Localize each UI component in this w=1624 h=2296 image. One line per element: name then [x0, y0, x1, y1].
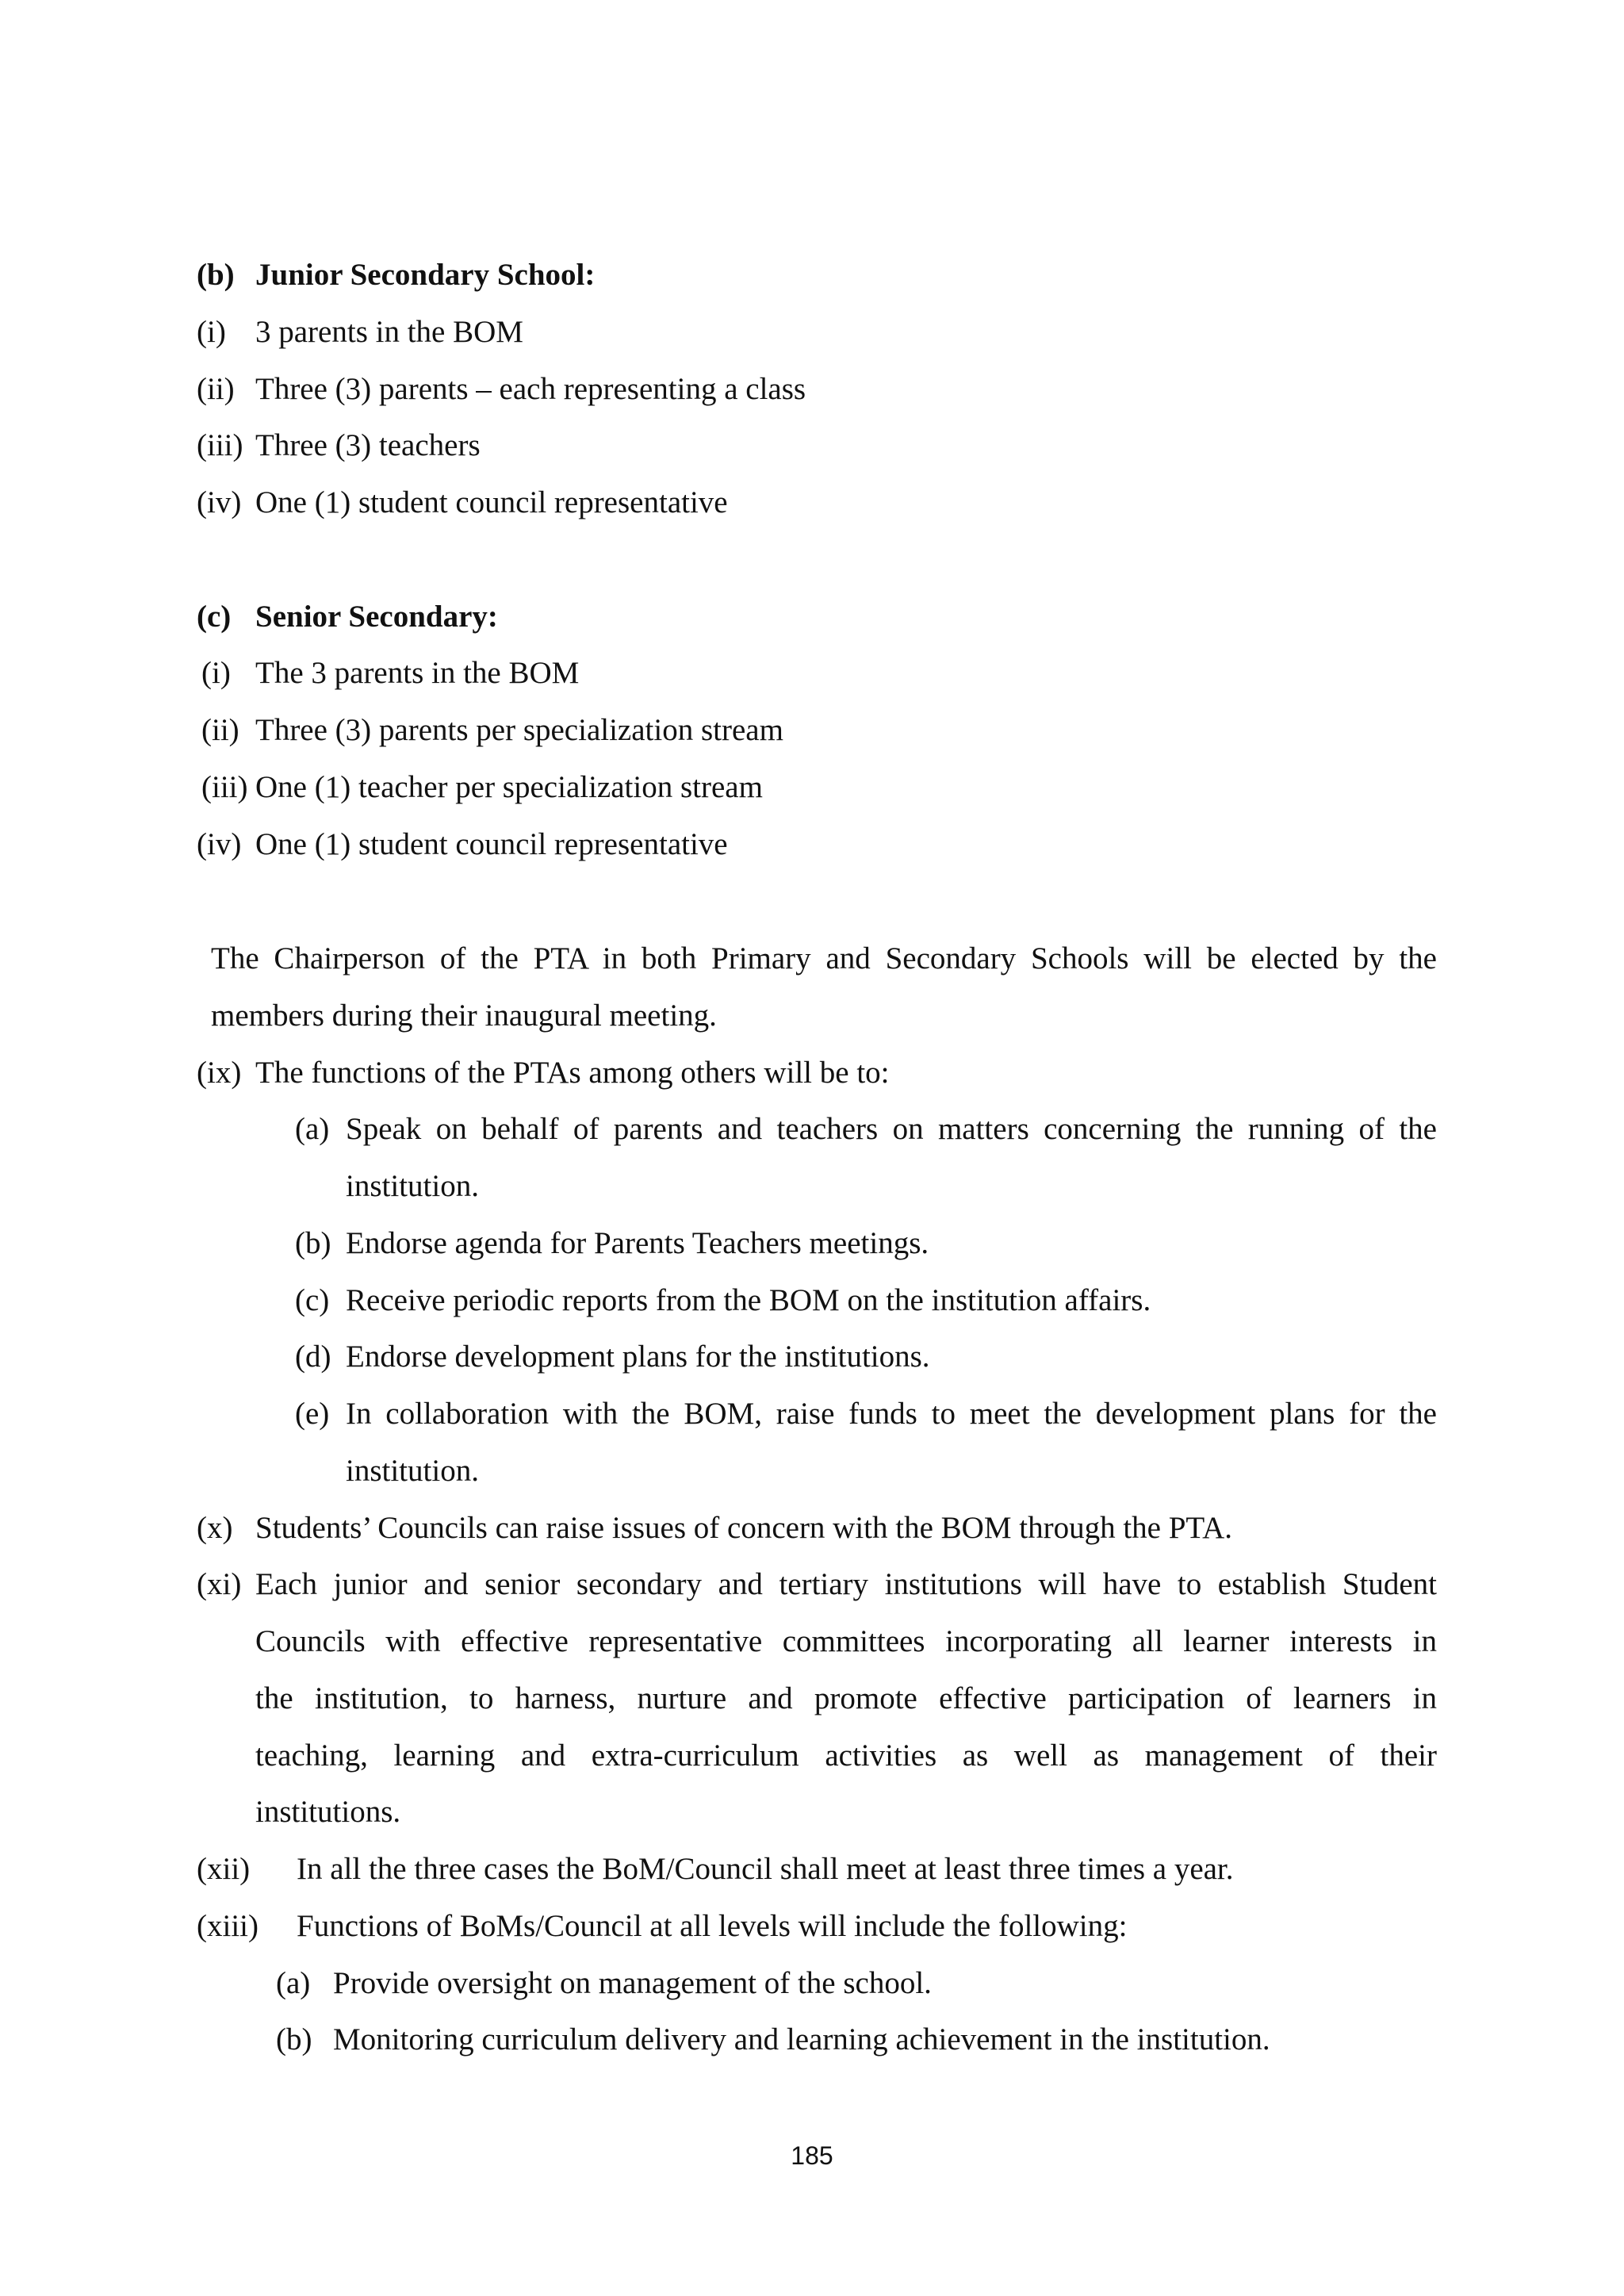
sub-item-text: Monitoring curriculum delivery and learning achievement in the institution.: [333, 2022, 1270, 2056]
heading-text: Junior Secondary School:: [255, 258, 596, 292]
sub-item-label: (a): [295, 1112, 330, 1146]
item-text: The functions of the PTAs among others will be to:: [255, 1056, 890, 1090]
item-text: The 3 parents in the BOM: [255, 656, 580, 690]
sub-item-text: institution.: [346, 1454, 479, 1488]
sub-item-text: In collaboration with the BOM, raise funds to meet the development plans for the: [346, 1397, 1437, 1431]
item-text: Councils with effective representative committees incorporating all learner interests in: [255, 1624, 1437, 1658]
sub-item-text: Provide oversight on management of the school.: [333, 1966, 932, 2000]
item-label: (iii): [201, 770, 248, 804]
item-text: One (1) student council representative: [255, 485, 728, 519]
item-text: Each junior and senior secondary and tertiary institutions will have to establish Student: [255, 1567, 1437, 1601]
sub-item-label: (b): [295, 1226, 331, 1260]
item-text: In all the three cases the BoM/Council shall meet at least three times a year.: [297, 1852, 1234, 1886]
paragraph-line: The Chairperson of the PTA in both Primary and Secondary Schools will be elected by the: [211, 941, 1437, 976]
sub-item-text: Receive periodic reports from the BOM on the institution affairs.: [346, 1283, 1151, 1317]
item-label: (iv): [197, 485, 242, 519]
sub-item-text: Endorse development plans for the institutions.: [346, 1340, 930, 1374]
sub-item-text: Speak on behalf of parents and teachers on matters concerning the running of the: [346, 1112, 1437, 1146]
sub-item-text: institution.: [346, 1169, 479, 1203]
item-label: (i): [197, 315, 226, 349]
item-text: Three (3) parents per specialization stream: [255, 713, 783, 747]
item-text: Functions of BoMs/Council at all levels will include the following:: [297, 1909, 1128, 1943]
item-text: Three (3) parents – each representing a class: [255, 372, 806, 406]
item-label: (iii): [197, 428, 243, 462]
heading-text: Senior Secondary:: [255, 600, 498, 634]
paragraph-line: members during their inaugural meeting.: [211, 999, 717, 1033]
item-text: Students’ Councils can raise issues of concern with the BOM through the PTA.: [255, 1511, 1233, 1545]
item-label: (xi): [197, 1567, 242, 1601]
page-number: 185: [791, 2141, 833, 2170]
heading-label: (c): [197, 600, 232, 634]
sub-item-label: (d): [295, 1340, 331, 1374]
sub-item-text: Endorse agenda for Parents Teachers meetings.: [346, 1226, 929, 1260]
item-text: teaching, learning and extra-curriculum activities as well as management of their: [255, 1738, 1437, 1773]
sub-item-label: (e): [295, 1397, 330, 1431]
sub-item-label: (a): [276, 1966, 311, 2000]
item-text: the institution, to harness, nurture and promote effective participation of learners in: [255, 1681, 1437, 1715]
item-label: (ii): [197, 372, 235, 406]
item-label: (ix): [197, 1056, 242, 1090]
sub-item-label: (b): [276, 2022, 312, 2056]
sub-item-label: (c): [295, 1283, 330, 1317]
item-label: (x): [197, 1511, 233, 1545]
item-text: 3 parents in the BOM: [255, 315, 523, 349]
item-label: (xii): [197, 1852, 251, 1886]
heading-label: (b): [197, 258, 235, 292]
item-text: One (1) teacher per specialization stream: [255, 770, 763, 804]
item-label: (xiii): [197, 1909, 259, 1943]
item-label: (i): [201, 656, 231, 690]
item-text: One (1) student council representative: [255, 827, 728, 861]
item-text: institutions.: [255, 1795, 401, 1829]
item-text: Three (3) teachers: [255, 428, 481, 462]
item-label: (ii): [201, 713, 239, 747]
item-label: (iv): [197, 827, 242, 861]
